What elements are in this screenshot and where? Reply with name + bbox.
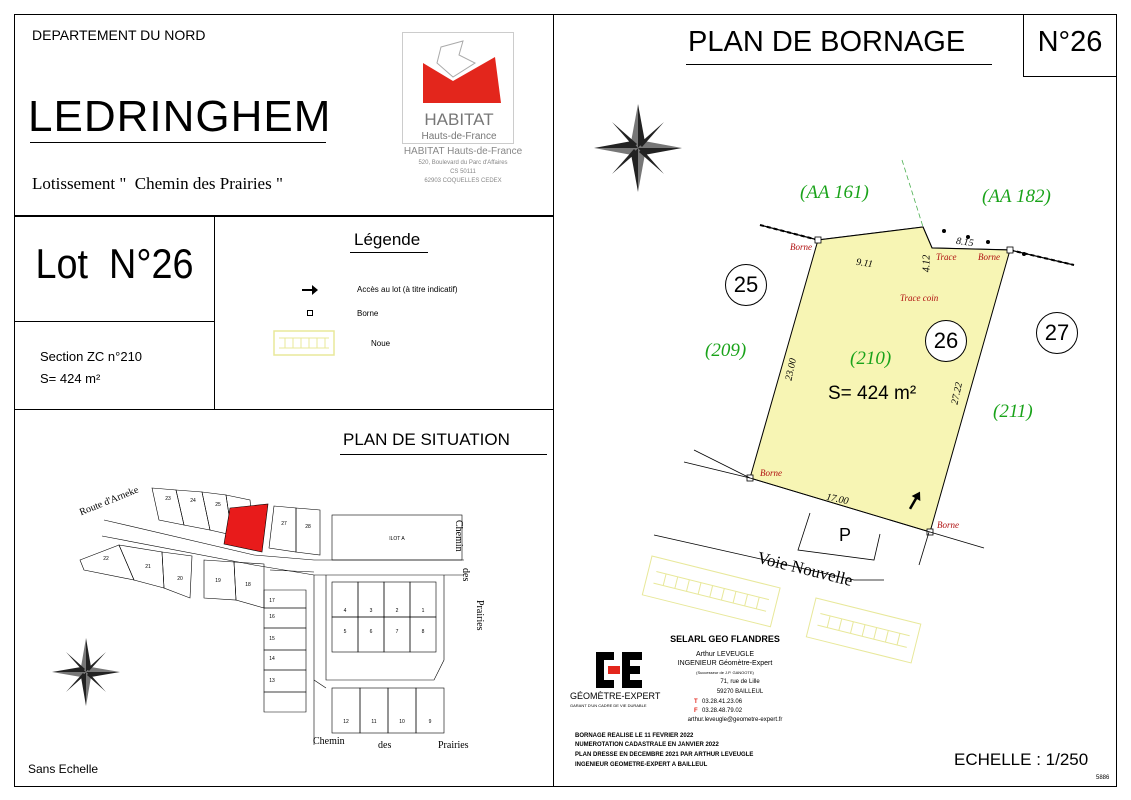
dim-1700: 17.00 [825, 491, 850, 508]
svg-text:6: 6 [369, 629, 373, 635]
lot-27-badge: 27 [1036, 312, 1078, 354]
svg-text:27: 27 [281, 521, 287, 527]
svg-text:18: 18 [245, 582, 251, 588]
situation-road-prairies1: Prairies [474, 600, 485, 631]
legend-borne-icon [307, 310, 313, 316]
parcel-aa161: (AA 161) [800, 182, 869, 203]
svg-text:19: 19 [215, 578, 221, 584]
svg-text:28: 28 [305, 524, 311, 530]
svg-text:5: 5 [343, 629, 347, 635]
parcel-211: (211) [993, 401, 1033, 422]
situation-road-prairies2: Prairies [438, 740, 469, 751]
svg-text:14: 14 [269, 656, 275, 662]
svg-text:12: 12 [343, 719, 349, 725]
surveyor-fax: 03.28.48.79.02 [702, 708, 743, 714]
section-panel [14, 321, 215, 410]
trace-label: Trace [936, 252, 957, 262]
situation-title-underline [340, 454, 547, 455]
plan-title-underline [686, 64, 992, 65]
plan-number: N°26 [1037, 26, 1103, 58]
survey-note-2: NUMEROTATION CADASTRALE EN JANVIER 2022 [575, 742, 719, 748]
plan-title: PLAN DE BORNAGE [688, 26, 966, 58]
situation-title: PLAN DE SITUATION [343, 430, 510, 449]
svg-text:23: 23 [165, 496, 171, 502]
habitat-addr3: 62903 COQUELLES CEDEX [424, 178, 502, 184]
svg-text:7: 7 [395, 629, 399, 635]
svg-text:ILOT A: ILOT A [389, 536, 405, 542]
lot-25-badge: 25 [725, 264, 767, 306]
surveyor-title: INGENIEUR Géomètre-Expert [677, 660, 773, 667]
survey-note-3: PLAN DRESSE EN DECEMBRE 2021 PAR ARTHUR LEVEUGLE [575, 752, 754, 758]
legend-title: Légende [354, 230, 421, 249]
lot-26-badge: 26 [925, 320, 967, 362]
legend-noue-label: Noue [371, 339, 391, 348]
dim-2722: 27.22 [949, 381, 965, 406]
habitat-brand-sub: Hauts-de-France [421, 131, 497, 142]
plan-scale: ECHELLE : 1/250 [954, 750, 1089, 769]
borne-label-se: Borne [937, 520, 959, 530]
situation-lot26-highlight [224, 504, 268, 552]
svg-text:3: 3 [369, 608, 373, 614]
situation-road-route: Route d'Arneke [78, 484, 141, 519]
surveyor-email: arthur.leveugle@geometre-expert.fr [687, 717, 783, 723]
situation-scale-note: Sans Echelle [28, 762, 99, 776]
dim-911: 9.11 [855, 256, 874, 271]
legend-access-label: Accès au lot (à titre indicatif) [357, 285, 458, 294]
situation-road-des2: des [378, 740, 392, 751]
parking-label: P [839, 525, 852, 545]
svg-text:21: 21 [145, 564, 151, 570]
surveyor-logo-text: GÉOMÈTRE-EXPERT [570, 691, 661, 701]
svg-text:11: 11 [371, 719, 377, 725]
noue-right-icon [806, 598, 920, 663]
habitat-brand-text: HABITAT [424, 110, 494, 129]
surveyor-tel: 03.28.41.23.06 [702, 699, 743, 705]
surveyor-street: 71, rue de Lille [720, 679, 760, 685]
dim-815: 8.15 [955, 235, 975, 250]
town-title: LEDRINGHEM [28, 92, 332, 141]
legend-arrow-icon [301, 283, 319, 301]
legend-borne-label: Borne [357, 309, 379, 318]
svg-text:22: 22 [103, 556, 109, 562]
compass-rose-small-icon [48, 634, 124, 710]
svg-text:10: 10 [399, 719, 405, 725]
habitat-company: HABITAT Hauts-de-France [403, 146, 523, 157]
svg-text:20: 20 [177, 576, 183, 582]
lot-area-label: S= 424 m² [40, 371, 101, 386]
surveyor-successor: (Successeur de J.P. GANOOTE) [696, 670, 754, 675]
dim-412: 4.12 [921, 254, 933, 273]
legend-noue-icon [273, 330, 335, 361]
habitat-logo [402, 32, 514, 144]
lot-title: Lot N°26 [35, 240, 194, 287]
plan-area: S= 424 m² [828, 383, 917, 404]
svg-text:16: 16 [269, 614, 275, 620]
subdivision-label: Lotissement " Chemin des Prairies " [32, 174, 283, 193]
surveyor-logo-sub: GARANT D'UN CADRE DE VIE DURABLE [570, 703, 647, 708]
survey-note-4: INGENIEUR GEOMETRE-EXPERT A BAILLEUL [575, 762, 708, 768]
parcel-209: (209) [705, 340, 747, 361]
situation-road-chemin1: Chemin [453, 520, 464, 552]
borne-label-sw: Borne [760, 468, 782, 478]
habitat-addr1: 520, Boulevard du Parc d'Affaires [418, 160, 508, 166]
surveyor-name: Arthur LEVEUGLE [696, 651, 754, 658]
surveyor-tel-label: T [694, 699, 698, 705]
parcel-210: (210) [850, 348, 892, 369]
surveyor-city: 59270 BAILLEUL [716, 689, 764, 695]
road-label: Voie Nouvelle [755, 548, 855, 591]
situation-road-des1: des [460, 568, 471, 582]
svg-text:15: 15 [269, 636, 275, 642]
town-underline [30, 142, 326, 143]
surveyor-fax-label: F [694, 708, 698, 714]
section-label: Section ZC n°210 [40, 349, 143, 364]
survey-note-1: BORNAGE REALISE LE 11 FEVRIER 2022 [575, 733, 694, 739]
parcel-aa182: (AA 182) [982, 186, 1051, 207]
svg-text:13: 13 [269, 678, 275, 684]
department-label: DEPARTEMENT DU NORD [32, 27, 206, 43]
situation-road-chemin2: Chemin [313, 736, 345, 747]
svg-text:1: 1 [421, 608, 425, 614]
svg-text:2: 2 [395, 608, 399, 614]
surveyor-firm: SELARL GEO FLANDRES [670, 634, 780, 644]
borne-label-ne: Borne [978, 252, 1000, 262]
habitat-addr2: CS 50111 [450, 169, 476, 175]
svg-text:24: 24 [190, 498, 196, 504]
legend-title-underline [350, 252, 428, 253]
plan-ref: 5886 [1096, 775, 1110, 781]
svg-text:25: 25 [215, 502, 221, 508]
habitat-house-icon [403, 33, 515, 145]
svg-text:9: 9 [428, 719, 432, 725]
svg-text:4: 4 [343, 608, 347, 614]
svg-text:8: 8 [421, 629, 425, 635]
trace-coin-label: Trace coin [900, 293, 939, 303]
dim-2300: 23.00 [783, 357, 799, 382]
borne-label-nw: Borne [790, 242, 812, 252]
svg-text:17: 17 [269, 598, 275, 604]
